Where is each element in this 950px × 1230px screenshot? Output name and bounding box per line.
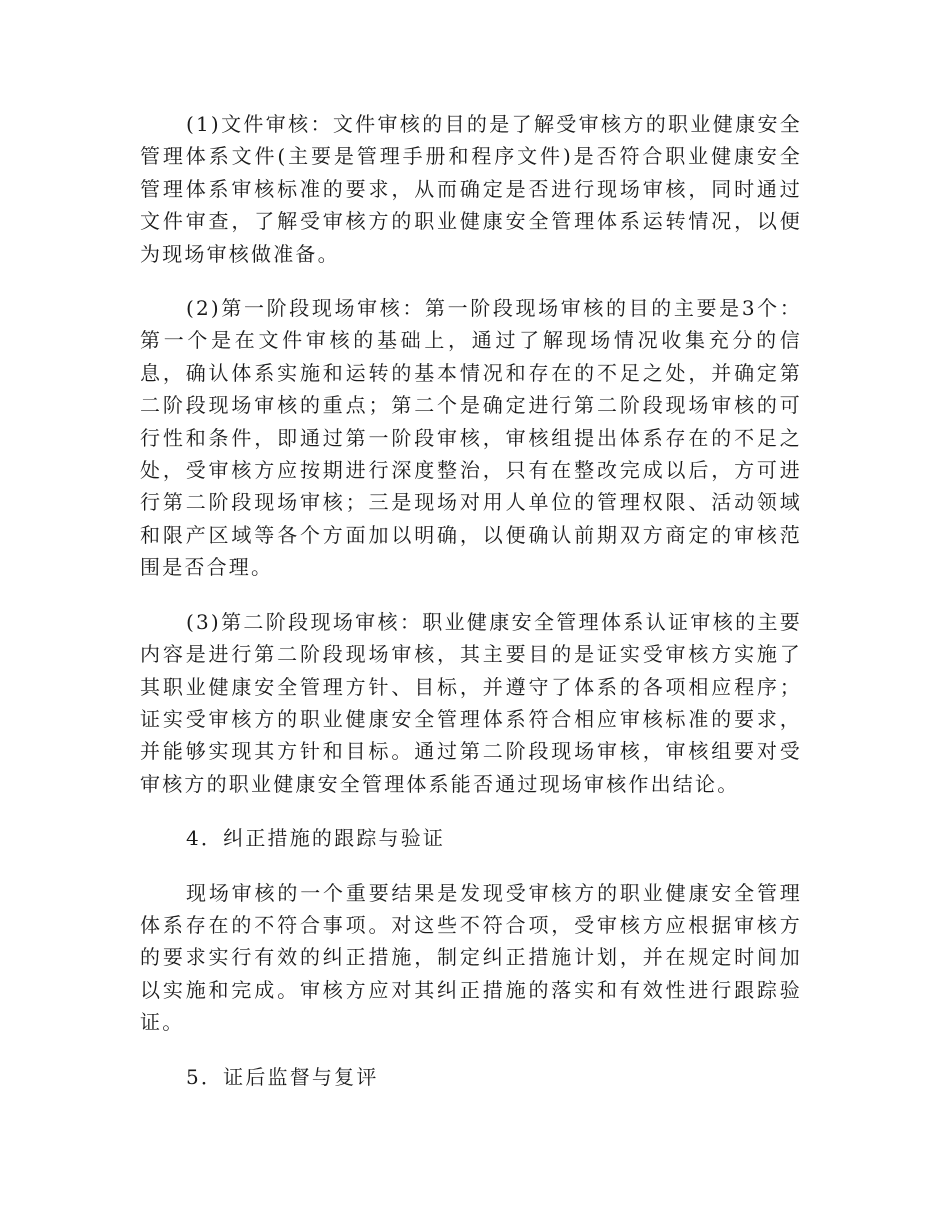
paragraph-corrective-actions: 现场审核的一个重要结果是发现受审核方的职业健康安全管理体系存在的不符合事项。对这些不符合项，受审核方应根据审核方的要求实行有效的纠正措施，制定纠正措施计划，并在规定时间加以实施和完成。审核方应对其纠正措施的落实和有效性进行跟踪验证。 <box>140 880 802 1035</box>
paragraph-stage-one-audit: (2)第一阶段现场审核：第一阶段现场审核的目的主要是3个：第一个是在文件审核的基础上，通过了解现场情况收集充分的信息，确认体系实施和运转的基本情况和存在的不足之处，并确定第二阶段现场审核的重点；第二个是确定进行第二阶段现场审核的可行性和条件，即通过第一阶段审核，审核组提出体系存在的不足之处，受审核方应按期进行深度整治，只有在整改完成以后，方可进行第二阶段现场审核；三是现场对用人单位的管理权限、活动领域和限产区域等各个方面加以明确，以便确认前期双方商定的审核范围是否合理。 <box>140 296 802 580</box>
section-heading-corrective-actions: 4．纠正措施的跟踪与验证 <box>186 826 446 851</box>
paragraph-stage-two-audit: (3)第二阶段现场审核：职业健康安全管理体系认证审核的主要内容是进行第二阶段现场审核，其主要目的是证实受审核方实施了其职业健康安全管理方针、目标，并遵守了体系的各项相应程序；证实受审核方的职业健康安全管理体系符合相应审核标准的要求，并能够实现其方针和目标。通过第二阶段现场审核，审核组要对受审核方的职业健康安全管理体系能否通过现场审核作出结论。 <box>140 609 802 796</box>
document-page <box>140 108 802 1115</box>
section-heading-surveillance: 5．证后监督与复评 <box>186 1064 379 1089</box>
paragraph-document-review: (1)文件审核：文件审核的目的是了解受审核方的职业健康安全管理体系文件(主要是管理手册和程序文件)是否符合职业健康安全管理体系审核标准的要求，从而确定是否进行现场审核，同时通过文件审查，了解受审核方的职业健康安全管理体系运转情况，以便为现场审核做准备。 <box>140 112 802 266</box>
